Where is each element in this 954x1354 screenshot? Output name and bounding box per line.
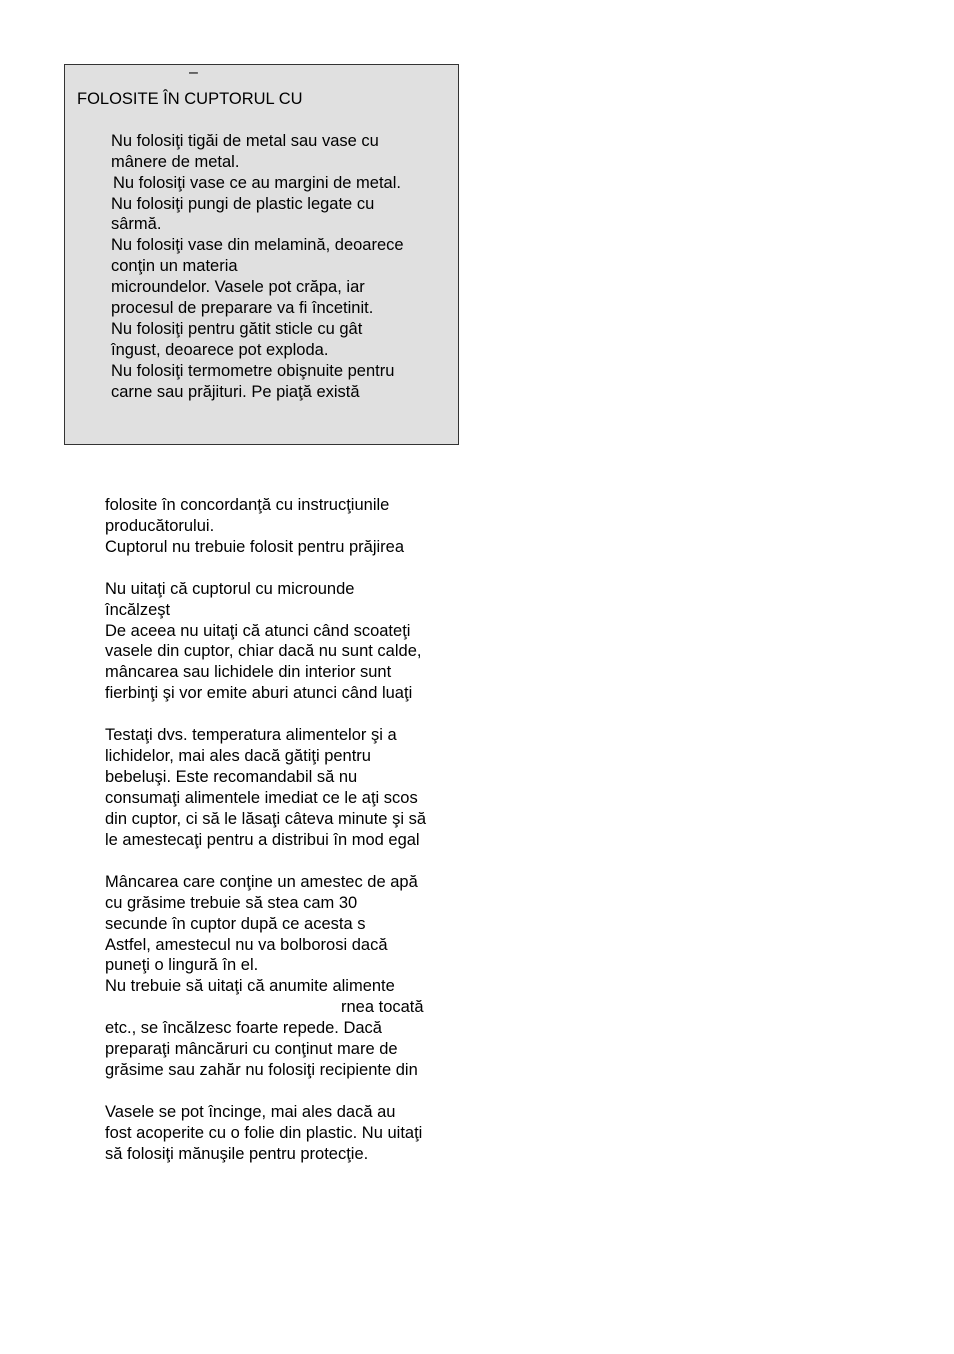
box-line: îngust, deoarece pot exploda. (111, 341, 329, 359)
body-line: Astfel, amestecul nu va bolborosi dacă (105, 936, 388, 954)
body-line: preparaţi mâncăruri cu conţinut mare de (105, 1040, 398, 1058)
body-line: vasele din cuptor, chiar dacă nu sunt calde, (105, 642, 422, 660)
box-line: mânere de metal. (111, 153, 240, 171)
box-line: Nu folosiţi pungi de plastic legate cu (111, 195, 375, 213)
body-line: fierbinţi şi vor emite aburi atunci când luaţi (105, 684, 413, 702)
box-line: Nu folosiţi vase din melamină, deoarece (111, 236, 404, 254)
box-line: Nu folosiţi vase ce au margini de metal. (113, 174, 401, 192)
box-line: conţin un materia (111, 257, 238, 275)
body-line: lichidelor, mai ales dacă gătiţi pentru (105, 747, 371, 765)
body-line: bebeluşi. Este recomandabil să nu (105, 768, 358, 786)
body-line: să folosiţi mănuşile pentru protecţie. (105, 1145, 369, 1163)
box-line: Nu folosiţi pentru gătit sticle cu gât (111, 320, 363, 338)
body-line: De aceea nu uitaţi că atunci când scoateţi (105, 622, 411, 640)
box-line: sârmă. (111, 215, 162, 233)
box-dash: – (189, 64, 198, 81)
body-line: secunde în cuptor după ce acesta s (105, 915, 366, 933)
box-line: Nu folosiţi tigăi de metal sau vase cu (111, 132, 379, 150)
body-line: grăsime sau zahăr nu folosiţi recipiente din (105, 1061, 418, 1079)
body-line: Mâncarea care conţine un amestec de apă (105, 873, 418, 891)
body-line: fost acoperite cu o folie din plastic. Nu uitaţi (105, 1124, 423, 1142)
body-line: producătorului. (105, 517, 215, 535)
body-line: rnea tocată (341, 998, 424, 1016)
box-line: Nu folosiţi termometre obişnuite pentru (111, 362, 395, 380)
body-line: le amestecaţi pentru a distribui în mod egal (105, 831, 420, 849)
box-line: procesul de preparare va fi încetinit. (111, 299, 374, 317)
body-line: din cuptor, ci să le lăsaţi câteva minute şi să (105, 810, 426, 828)
body-line: Cuptorul nu trebuie folosit pentru prăjirea (105, 538, 405, 556)
body-line: Testaţi dvs. temperatura alimentelor şi a (105, 726, 397, 744)
body-line: Vasele se pot încinge, mai ales dacă au (105, 1103, 396, 1121)
body-line: etc., se încălzesc foarte repede. Dacă (105, 1019, 382, 1037)
box-title: FOLOSITE ÎN CUPTORUL CU (77, 90, 303, 108)
body-line: Nu uitaţi că cuptorul cu microunde (105, 580, 355, 598)
body-line: mâncarea sau lichidele din interior sunt (105, 663, 392, 681)
body-line: puneţi o lingură în el. (105, 956, 259, 974)
body-line: Nu trebuie să uitaţi că anumite alimente (105, 977, 395, 995)
body-line: cu grăsime trebuie să stea cam 30 (105, 894, 358, 912)
box-line: microundelor. Vasele pot crăpa, iar (111, 278, 365, 296)
box-line: carne sau prăjituri. Pe piaţă există (111, 383, 360, 401)
body-line: încălzeşt (105, 601, 171, 619)
body-line: consumaţi alimentele imediat ce le aţi scos (105, 789, 418, 807)
body-line: folosite în concordanţă cu instrucţiunile (105, 496, 390, 514)
